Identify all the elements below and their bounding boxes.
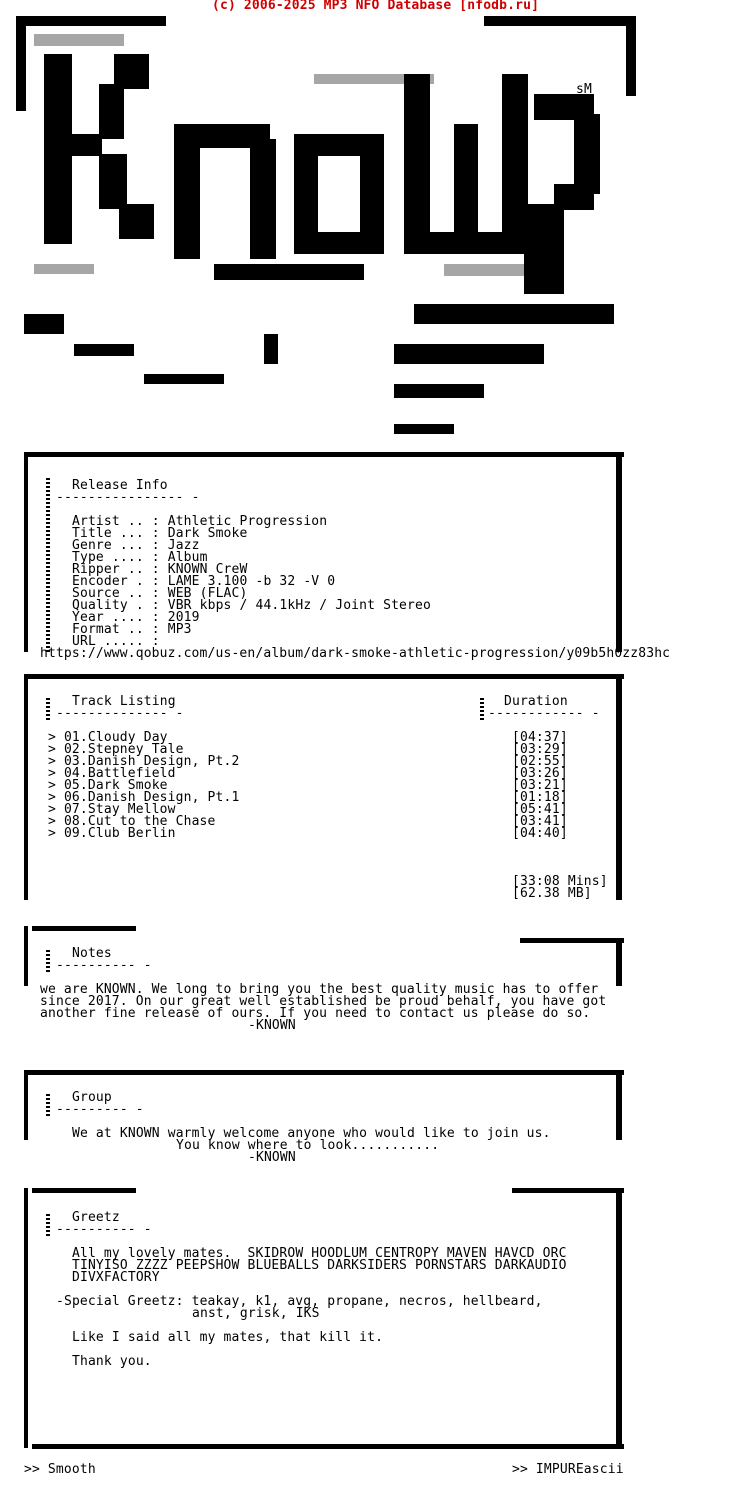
- greetz-line: DIVXFACTORY: [72, 1270, 160, 1285]
- greetz-underline: ---------- -: [56, 1222, 152, 1237]
- greetz-special-cont: anst, grisk, IKS: [192, 1306, 320, 1321]
- copyright-header: (c) 2006-2025 MP3 NFO Database [nfodb.ru]: [212, 0, 540, 13]
- release-field: Quality . : VBR kbps / 44.1kHz / Joint Stereo: [72, 598, 431, 613]
- notes-heading: Notes: [72, 946, 112, 961]
- notes-box-top-border-left: [32, 926, 136, 931]
- release-field: URL ..... :: [72, 634, 160, 649]
- group-heading: Group: [72, 1090, 112, 1105]
- track-time: [03:21]: [512, 778, 568, 793]
- track-name: > 09.Club Berlin: [48, 826, 176, 841]
- track-time: [01:18]: [512, 790, 568, 805]
- track-name: > 03.Danish Design, Pt.2: [48, 754, 240, 769]
- release-box-left-border: [24, 452, 28, 652]
- greetz-box-right-border: [616, 1188, 622, 1448]
- track-time: [02:55]: [512, 754, 568, 769]
- greetz-line: Like I said all my mates, that kill it.: [72, 1330, 384, 1345]
- notes-line: another fine release of ours. If you need to contact us please do so.: [40, 1006, 591, 1021]
- notes-underline: ---------- -: [56, 958, 152, 973]
- duration-inner-rule: [480, 696, 484, 720]
- track-name: > 06.Danish Design, Pt.1: [48, 790, 240, 805]
- release-field: Source .. : WEB (FLAC): [72, 586, 248, 601]
- greetz-special: -Special Greetz: teakay, k1, avg, propane, necros, hellbeard,: [56, 1294, 543, 1309]
- track-name: > 02.Stepney Tale: [48, 742, 184, 757]
- release-field: Encoder . : LAME 3.100 -b 32 -V 0: [72, 574, 336, 589]
- release-field: Year .... : 2019: [72, 610, 200, 625]
- group-box-right-border: [616, 1070, 622, 1140]
- track-name: > 04.Battlefield: [48, 766, 176, 781]
- notes-signature: -KNOWN: [248, 1018, 296, 1033]
- track-time: [04:40]: [512, 826, 568, 841]
- track-time: [03:41]: [512, 814, 568, 829]
- notes-line: we are KNOWN. We long to bring you the best quality music has to offer: [40, 982, 599, 997]
- release-field: Type .... : Album: [72, 550, 208, 565]
- tracks-box-inner-rule: [46, 696, 50, 720]
- track-time: [03:26]: [512, 766, 568, 781]
- track-name: > 05.Dark Smoke: [48, 778, 168, 793]
- release-field: Format .. : MP3: [72, 622, 192, 637]
- release-url-link[interactable]: https://www.qobuz.com/us-en/album/dark-smoke-athletic-progression/y09b5h0zz83hc: [40, 646, 671, 661]
- track-name: > 08.Cut to the Chase: [48, 814, 216, 829]
- footer-right-credit: >> IMPUREascii: [512, 1462, 624, 1477]
- tracks-underline: -------------- -: [56, 706, 184, 721]
- group-underline: --------- -: [56, 1102, 144, 1117]
- track-name: > 07.Stay Mellow: [48, 802, 176, 817]
- group-line: You know where to look...........: [176, 1138, 440, 1153]
- release-field: Genre ... : Jazz: [72, 538, 200, 553]
- tracks-box-left-border: [24, 674, 28, 900]
- notes-inner-rule: [46, 948, 50, 972]
- release-box-top-border: [24, 452, 624, 457]
- notes-line: since 2017. On our great well established be proud behalf, you have got: [40, 994, 607, 1009]
- tracks-box-right-border: [616, 674, 622, 900]
- total-size: [62.38 MB]: [512, 886, 592, 901]
- release-heading: Release Info: [72, 478, 168, 493]
- greetz-heading: Greetz: [72, 1210, 120, 1225]
- group-box-left-border: [24, 1070, 28, 1140]
- track-time: [05:41]: [512, 802, 568, 817]
- group-inner-rule: [46, 1092, 50, 1116]
- duration-underline: ------------ -: [488, 706, 600, 721]
- notes-box-right-border: [616, 938, 622, 986]
- known-ascii-logo: [14, 14, 644, 454]
- logo-signature: sM: [576, 82, 592, 97]
- group-line: We at KNOWN warmly welcome anyone who would like to join us.: [72, 1126, 551, 1141]
- greetz-line: TINYISO ZZZZ PEEPSHOW BLUEBALLS DARKSIDERS PORNSTARS DARKAUDIO: [72, 1258, 567, 1273]
- total-time: [33:08 Mins]: [512, 874, 608, 889]
- release-field: Ripper .. : KNOWN CreW: [72, 562, 248, 577]
- notes-box-top-border-right: [520, 938, 624, 943]
- footer-left-credit: >> Smooth: [24, 1462, 96, 1477]
- track-name: > 01.Cloudy Day: [48, 730, 168, 745]
- release-field: Title ... : Dark Smoke: [72, 526, 248, 541]
- release-underline: ---------------- -: [56, 490, 200, 505]
- track-time: [04:37]: [512, 730, 568, 745]
- greetz-box-top-border-left: [32, 1188, 136, 1193]
- greetz-thanks: Thank you.: [72, 1354, 152, 1369]
- notes-box-left-border: [24, 926, 28, 986]
- group-signature: -KNOWN: [248, 1150, 296, 1165]
- release-field: Artist .. : Athletic Progression: [72, 514, 328, 529]
- release-box-inner-rule: [46, 476, 50, 652]
- greetz-box-left-border: [24, 1188, 28, 1448]
- greetz-inner-rule: [46, 1212, 50, 1236]
- tracks-box-top-border: [24, 674, 624, 679]
- release-box-right-border: [616, 452, 622, 652]
- track-time: [03:29]: [512, 742, 568, 757]
- greetz-box-top-border-right: [512, 1188, 624, 1193]
- tracks-heading: Track Listing: [72, 694, 176, 709]
- duration-heading: Duration: [504, 694, 568, 709]
- greetz-line: All my lovely mates. SKIDROW HOODLUM CENTROPY MAVEN HAVCD ORC: [72, 1246, 567, 1261]
- group-box-top-border: [24, 1070, 624, 1075]
- greetz-box-bottom-border: [32, 1444, 624, 1449]
